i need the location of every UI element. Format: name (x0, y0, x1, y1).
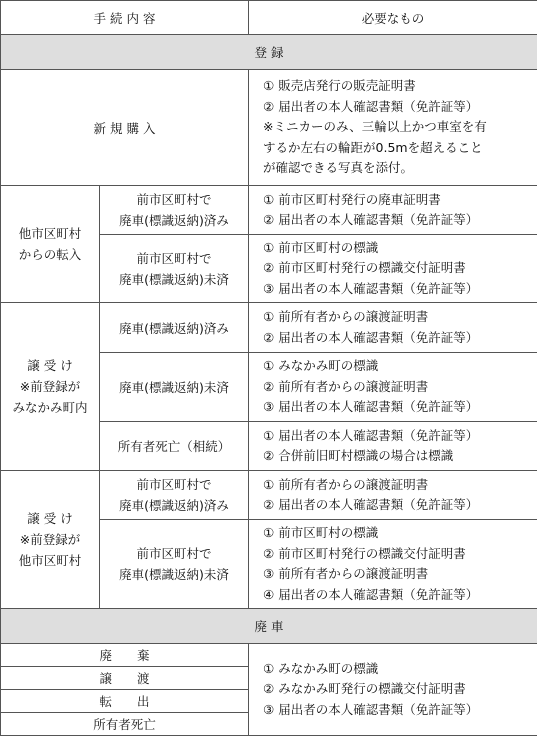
items-new-purchase (249, 70, 537, 186)
section-title-scrap: 廃 車 (1, 609, 537, 644)
sub-transfer-other-pending: 前市区町村で 廃車(標識返納)未済 (100, 520, 249, 609)
items-transfer-in-pending (249, 235, 537, 303)
list-item: ① 前市区町村発行の廃車証明書 (263, 191, 441, 207)
list-item: ② 届出者の本人確認書類（免許証等） (263, 329, 479, 345)
list-item: ② みなかみ町発行の標識交付証明書 (263, 681, 466, 697)
list-item: ④ 届出者の本人確認書類（免許証等） (263, 586, 479, 602)
items-transfer-local-inheritance (249, 422, 537, 471)
sub-transfer-local-pending: 廃車(標識返納)未済 (100, 353, 249, 422)
label-transfer-in: 他市区町村 からの転入 (1, 186, 100, 303)
list-item: ① みなかみ町の標識 (263, 660, 379, 676)
header-requirements: 必要なもの (249, 1, 537, 35)
list-item: ① 前市区町村の標識 (263, 239, 379, 255)
list-item: ② 届出者の本人確認書類（免許証等） (263, 497, 479, 512)
label-scrap-moveout: 転 出 (1, 690, 249, 713)
list-item: ② 前市区町村発行の標識交付証明書 (263, 260, 466, 276)
list-item: ① 前所有者からの譲渡証明書 (263, 476, 429, 492)
section-registration (1, 35, 537, 70)
table-header (1, 1, 537, 35)
list-item: ② 届出者の本人確認書類（免許証等） (263, 212, 479, 227)
sub-transfer-local-done: 廃車(標識返納)済み (100, 303, 249, 353)
row-scrap-1 (1, 644, 537, 667)
label-transfer-local: 譲 受 け ※前登録が みなかみ町内 (1, 303, 100, 471)
list-item: ① 販売店発行の販売証明書 (263, 78, 416, 94)
list-item: ② 前市区町村発行の標識交付証明書 (263, 545, 466, 561)
label-scrap-death: 所有者死亡 (1, 713, 249, 736)
list-item: ③ 届出者の本人確認書類（免許証等） (263, 280, 479, 296)
label-scrap-transfer: 譲 渡 (1, 667, 249, 690)
list-item: ③ 届出者の本人確認書類（免許証等） (263, 399, 479, 415)
items-transfer-other-done (249, 471, 537, 520)
section-title-registration: 登 録 (1, 35, 537, 70)
list-item: ① みなかみ町の標識 (263, 358, 379, 374)
list-item: ※ミニカーのみ、三輪以上かつ車室を有 (263, 119, 487, 135)
list-item: ① 前市区町村の標識 (263, 525, 379, 540)
section-scrap (1, 609, 537, 644)
list-item: ② 届出者の本人確認書類（免許証等） (263, 98, 479, 114)
header-procedure: 手 続 内 容 (1, 1, 249, 35)
list-item: ① 前所有者からの譲渡証明書 (263, 309, 429, 324)
items-transfer-local-pending (249, 353, 537, 422)
items-transfer-other-pending (249, 520, 537, 609)
list-item: ③ 届出者の本人確認書類（免許証等） (263, 701, 479, 717)
list-item: ② 前所有者からの譲渡証明書 (263, 378, 429, 394)
label-new-purchase: 新 規 購 入 (1, 70, 249, 186)
row-new-purchase (1, 70, 537, 186)
sub-transfer-in-pending: 前市区町村で 廃車(標識返納)未済 (100, 235, 249, 303)
items-scrap (249, 644, 537, 736)
sub-transfer-other-done: 前市区町村で 廃車(標識返納)済み (100, 471, 249, 520)
items-transfer-local-done (249, 303, 537, 353)
label-transfer-other: 譲 受 け ※前登録が 他市区町村 (1, 471, 100, 609)
sub-transfer-local-inheritance: 所有者死亡（相続） (100, 422, 249, 471)
sub-transfer-in-done: 前市区町村で 廃車(標識返納)済み (100, 186, 249, 235)
list-item: ③ 前所有者からの譲渡証明書 (263, 566, 429, 581)
label-scrap-disposal: 廃 棄 (1, 644, 249, 667)
items-transfer-in-done (249, 186, 537, 235)
list-item: が確認できる写真を添付。 (263, 160, 414, 176)
list-item: するか左右の輪距が0.5mを超えること (263, 139, 483, 155)
list-item: ② 合併前旧町村標識の場合は標識 (263, 448, 454, 463)
row-transfer-in-1 (1, 186, 537, 235)
row-transfer-local-1 (1, 303, 537, 353)
list-item: ① 届出者の本人確認書類（免許証等） (263, 427, 479, 443)
row-transfer-other-1 (1, 471, 537, 520)
